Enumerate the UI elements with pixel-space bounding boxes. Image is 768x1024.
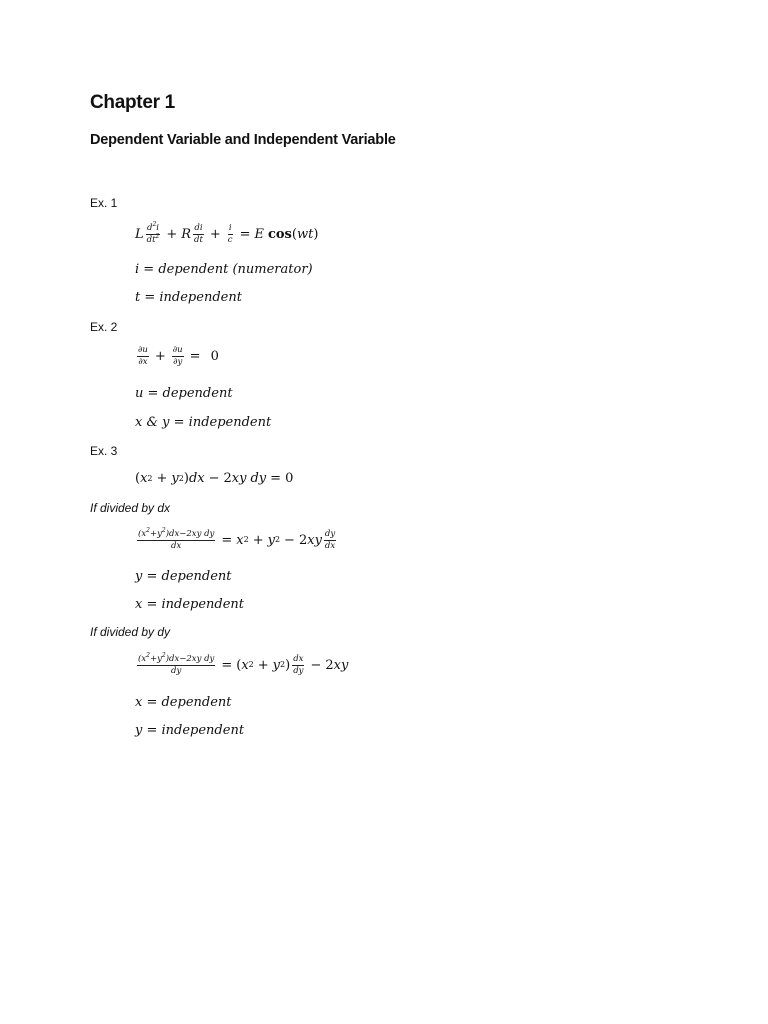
example-3-equation: ( x 2 + y 2 ) dx − 2 xy dy = 0 [135, 471, 294, 486]
example-1-equation: L $\frac{d^2i}{dt^2}$ + R $\frac{di}{dt}$ + $\frac{i}{c}$ = E cos ( wt ) [135, 221, 319, 245]
example-2-dependent: u = dependent [135, 386, 233, 401]
example-2-label: Ex. 2 [90, 320, 118, 334]
example-1-label: Ex. 1 [90, 196, 118, 210]
note-divided-by-dx: If divided by dx [90, 501, 171, 515]
dx-case-dependent: y = dependent [135, 569, 232, 584]
example-2-independent: x & y = independent [135, 415, 272, 430]
chapter-heading: Chapter 1 [90, 92, 175, 113]
example-1-dependent: i = dependent (numerator) [135, 262, 313, 277]
example-3-dy-equation: $\frac{(x^2+y^2)dx-2xy dy}{dy}$ = ( x 2 + y 2 ) $\frac{dx}{dy}$ − 2 xy [138, 652, 349, 676]
example-1-independent: t = independent [135, 290, 242, 305]
dx-case-independent: x = independent [135, 597, 245, 612]
dy-case-dependent: x = dependent [135, 695, 232, 710]
dy-case-independent: y = independent [135, 723, 245, 738]
section-heading: Dependent Variable and Independent Variable [90, 132, 396, 148]
example-3-dx-equation: $\frac{(x^2+y^2)dx-2xy dy}{dx}$ = x 2 + y 2 − 2 xy $\frac{dy}{dx}$ [138, 527, 336, 551]
example-2-equation: $\frac{\partial u}{\partial x}$ + $\frac{\partial u}{\partial y}$ = 0 [138, 345, 219, 367]
note-divided-by-dy: If divided by dy [90, 625, 171, 639]
example-3-label: Ex. 3 [90, 444, 118, 458]
